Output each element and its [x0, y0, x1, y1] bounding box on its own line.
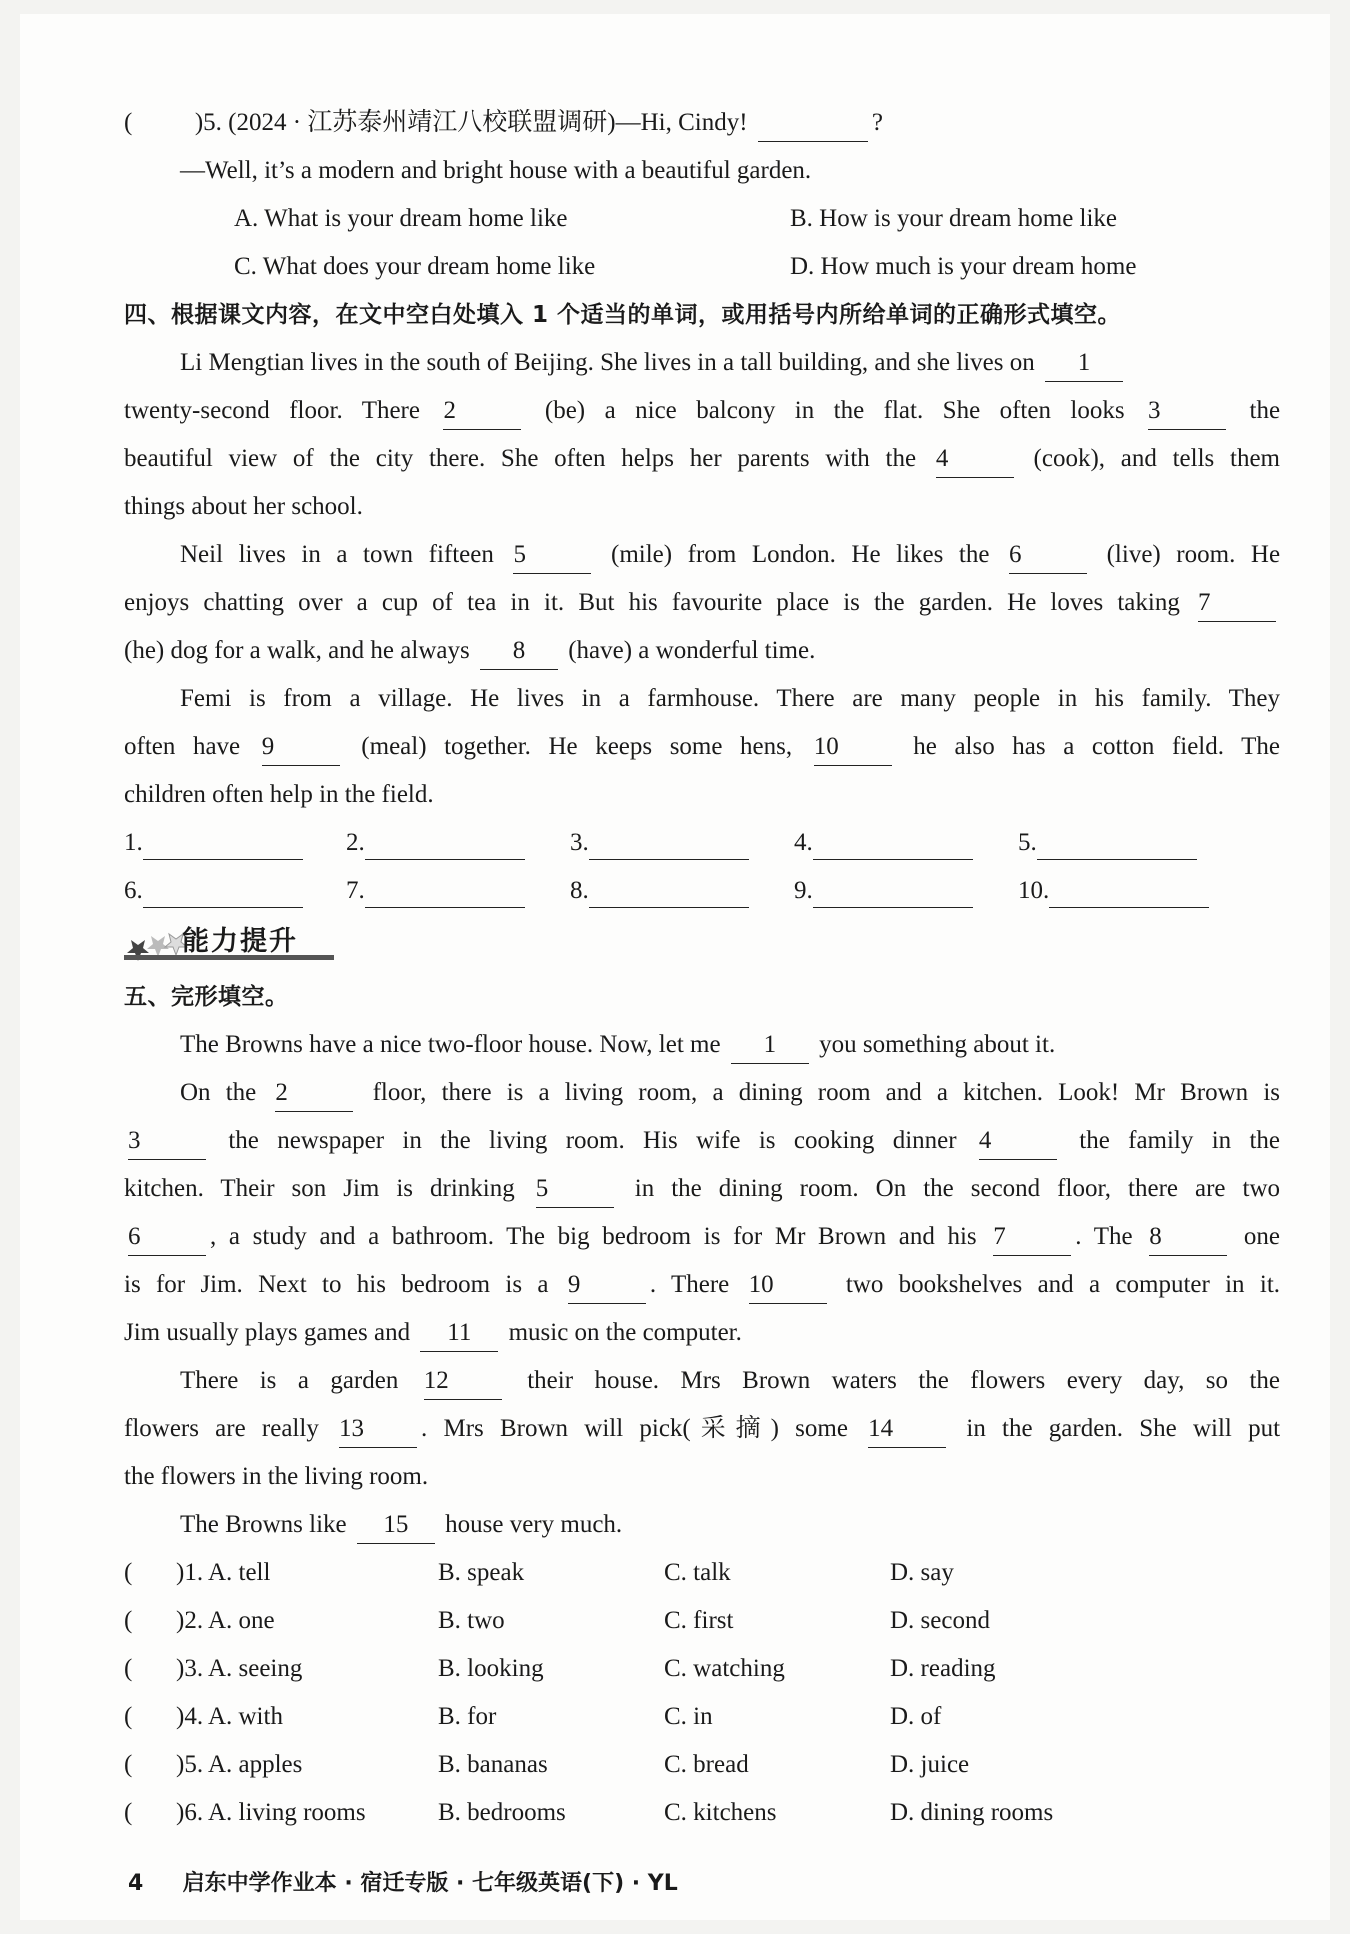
s5-text: On the — [180, 1079, 257, 1106]
choice-option-d[interactable]: D. reading — [890, 1655, 996, 1682]
answer-paren-open: ( — [124, 109, 133, 136]
s5-text: Jim usually plays games and — [124, 1319, 411, 1346]
s5-blank-1[interactable]: 1 — [731, 1027, 809, 1064]
s4-p1-line1 — [124, 339, 1280, 387]
s4-p1-line3 — [124, 435, 1280, 483]
choice-option-c[interactable]: C. kitchens — [664, 1799, 777, 1826]
s4-text: the — [1249, 397, 1281, 424]
answer-label-5: 5. — [1018, 829, 1037, 856]
choice-row — [124, 1789, 1280, 1837]
worksheet-page — [20, 14, 1330, 1920]
s4-p3-line3: children often help in the field. — [124, 781, 434, 808]
s5-blank-10[interactable]: 10 — [749, 1267, 827, 1304]
answer-label-4: 4. — [794, 829, 813, 856]
q5-option-a[interactable]: A. What is your dream home like — [234, 205, 568, 232]
s5-text: There is a garden — [180, 1367, 399, 1394]
answer-field-4[interactable] — [813, 829, 973, 860]
choice-option-a[interactable]: )3. A. seeing — [176, 1655, 303, 1682]
s4-blank-6[interactable]: 6 — [1009, 537, 1087, 574]
answer-label-7: 7. — [346, 877, 365, 904]
s4-text: (cook), and tells them — [1033, 445, 1280, 472]
s4-text: he also has a cotton field. The — [913, 733, 1280, 760]
s4-blank-1[interactable]: 1 — [1045, 345, 1123, 382]
s5-blank-14[interactable]: 14 — [868, 1411, 946, 1448]
s4-text: Li Mengtian lives in the south of Beijing. She lives in a tall building, and she lives on — [180, 349, 1035, 376]
s4-blank-7[interactable]: 7 — [1198, 585, 1276, 622]
s4-blank-9[interactable]: 9 — [262, 729, 340, 766]
answer-field-6[interactable] — [143, 877, 303, 908]
choice-option-a[interactable]: )2. A. one — [176, 1607, 275, 1634]
answer-paren-open[interactable]: ( — [124, 1703, 133, 1730]
s5-p2-line2 — [124, 1117, 1280, 1165]
s5-blank-4[interactable]: 4 — [979, 1123, 1057, 1160]
s4-blank-2[interactable]: 2 — [443, 393, 521, 430]
answer-paren-open[interactable]: ( — [124, 1559, 133, 1586]
s5-blank-15[interactable]: 15 — [357, 1507, 435, 1544]
choice-option-b[interactable]: B. speak — [438, 1559, 525, 1586]
q5-options-ab — [124, 195, 1280, 243]
s4-blank-4[interactable]: 4 — [936, 441, 1014, 478]
s4-p3-line1: Femi is from a village. He lives in a farmhouse. There are many people in his family. They — [180, 685, 1280, 712]
s5-blank-6[interactable]: 6 — [128, 1219, 206, 1256]
choice-option-a[interactable]: )1. A. tell — [176, 1559, 271, 1586]
answer-label-3: 3. — [570, 829, 589, 856]
answer-paren-open[interactable]: ( — [124, 1655, 133, 1682]
s5-text: The Browns have a nice two-floor house. Now, let me — [180, 1031, 721, 1058]
answer-field-3[interactable] — [589, 829, 749, 860]
answer-label-1: 1. — [124, 829, 143, 856]
s4-blank-5[interactable]: 5 — [513, 537, 591, 574]
s5-p3-line1 — [124, 1357, 1280, 1405]
s5-p3-line2 — [124, 1405, 1280, 1453]
choice-option-d[interactable]: D. second — [890, 1607, 990, 1634]
s5-blank-13[interactable]: 13 — [339, 1411, 417, 1448]
choice-option-b[interactable]: B. bananas — [438, 1751, 548, 1778]
answer-label-6: 6. — [124, 877, 143, 904]
s4-text: often have — [124, 733, 241, 760]
s4-p1-line2 — [124, 387, 1280, 435]
q5-blank[interactable] — [758, 105, 868, 142]
s5-text: . The — [1075, 1223, 1133, 1250]
choice-option-c[interactable]: C. first — [664, 1607, 734, 1634]
answer-label-10: 10. — [1018, 877, 1050, 904]
answer-label-9: 9. — [794, 877, 813, 904]
answer-field-10[interactable] — [1049, 877, 1209, 908]
s5-blank-8[interactable]: 8 — [1149, 1219, 1227, 1256]
s4-text: Neil lives in a town fifteen — [180, 541, 494, 568]
choice-option-c[interactable]: C. in — [664, 1703, 713, 1730]
choice-option-c[interactable]: C. talk — [664, 1559, 731, 1586]
s5-text: the newspaper in the living room. His wife is cooking dinner — [228, 1127, 957, 1154]
s4-text: (meal) together. He keeps some hens, — [361, 733, 793, 760]
s4-text: (have) a wonderful time. — [568, 637, 816, 664]
choice-row — [124, 1693, 1280, 1741]
s5-text: kitchen. Their son Jim is drinking — [124, 1175, 515, 1202]
s4-blank-8[interactable]: 8 — [480, 633, 558, 670]
s4-text: (live) room. He — [1106, 541, 1281, 568]
s4-p2-line1 — [124, 531, 1280, 579]
answer-field-9[interactable] — [813, 877, 973, 908]
s5-text: flowers are really — [124, 1415, 319, 1442]
choice-row — [124, 1645, 1280, 1693]
s4-p1-line4: things about her school. — [124, 493, 363, 520]
s4-text: enjoys chatting over a cup of tea in it. But his favourite place is the garden. He loves taking — [124, 589, 1180, 616]
choice-row — [124, 1549, 1280, 1597]
s5-text: house very much. — [445, 1511, 623, 1538]
s4-answer-row-1 — [124, 819, 1280, 867]
choice-option-b[interactable]: B. two — [438, 1607, 505, 1634]
s5-blank-5[interactable]: 5 — [536, 1171, 614, 1208]
s5-text: . There — [649, 1271, 730, 1298]
s5-p4 — [124, 1501, 1280, 1549]
choice-option-b[interactable]: B. looking — [438, 1655, 544, 1682]
footer-text: 启东中学作业本 · 宿迁专版 · 七年级英语(下) · YL — [182, 1871, 678, 1896]
s5-p3-line3: the flowers in the living room. — [124, 1463, 429, 1490]
q5-question-mark: ? — [871, 109, 883, 136]
ability-header — [124, 915, 1280, 973]
q5-option-b[interactable]: B. How is your dream home like — [790, 205, 1118, 232]
answer-paren-open[interactable]: ( — [124, 1751, 133, 1778]
q5-stem-line — [124, 99, 1280, 147]
s5-text: their house. Mrs Brown waters the flowers every day, so the — [527, 1367, 1281, 1394]
s4-text: twenty-second floor. There — [124, 397, 420, 424]
s5-p2-line1 — [124, 1069, 1280, 1117]
ability-title: 能力提升 — [182, 926, 298, 957]
s5-p2-line6 — [124, 1309, 1280, 1357]
s5-blank-9[interactable]: 9 — [568, 1267, 646, 1304]
s4-blank-10[interactable]: 10 — [814, 729, 892, 766]
s5-text: one — [1243, 1223, 1280, 1250]
s4-text: (he) dog for a walk, and he always — [124, 637, 470, 664]
s5-blank-12[interactable]: 12 — [424, 1363, 502, 1400]
s5-text: is for Jim. Next to his bedroom is a — [124, 1271, 549, 1298]
q5-stem: 5. (2024 · 江苏泰州靖江八校联盟调研)—Hi, Cindy! — [203, 109, 748, 136]
s5-text: floor, there is a living room, a dining room and a kitchen. Look! Mr Brown is — [372, 1079, 1280, 1106]
s5-text: music on the computer. — [508, 1319, 742, 1346]
answer-paren-close: ) — [194, 109, 204, 136]
answer-field-7[interactable] — [365, 877, 525, 908]
choice-option-d[interactable]: D. dining rooms — [890, 1799, 1054, 1826]
answer-field-1[interactable] — [143, 829, 303, 860]
s5-text: you something about it. — [819, 1031, 1056, 1058]
q5-reply: —Well, it’s a modern and bright house with a beautiful garden. — [180, 157, 812, 184]
choice-option-b[interactable]: B. bedrooms — [438, 1799, 566, 1826]
choice-option-c[interactable]: C. bread — [664, 1751, 749, 1778]
answer-label-2: 2. — [346, 829, 365, 856]
s5-text: , a study and a bathroom. The big bedroom is for Mr Brown and his — [210, 1223, 977, 1250]
s4-text: (mile) from London. He likes the — [611, 541, 990, 568]
footer — [128, 1866, 678, 1897]
choice-option-c[interactable]: C. watching — [664, 1655, 785, 1682]
s5-text: . Mrs Brown will pick(采摘) some — [421, 1415, 848, 1442]
choice-row — [124, 1741, 1280, 1789]
s4-text: beautiful view of the city there. She often helps her parents with the — [124, 445, 917, 472]
q5-option-c[interactable]: C. What does your dream home like — [234, 253, 596, 280]
answer-field-5[interactable] — [1037, 829, 1197, 860]
s5-blank-7[interactable]: 7 — [993, 1219, 1071, 1256]
choice-option-a[interactable]: )4. A. with — [176, 1703, 283, 1730]
s5-text: in the garden. She will put — [966, 1415, 1281, 1442]
page-number: 4 — [128, 1871, 144, 1896]
choice-option-d[interactable]: D. of — [890, 1703, 942, 1730]
content — [124, 99, 1280, 1837]
s5-p2-line5 — [124, 1261, 1280, 1309]
choice-option-b[interactable]: B. for — [438, 1703, 497, 1730]
answer-paren-open[interactable]: ( — [124, 1607, 133, 1634]
choice-option-a[interactable]: )6. A. living rooms — [176, 1799, 366, 1826]
s4-answer-row-2 — [124, 867, 1280, 915]
answer-field-8[interactable] — [589, 877, 749, 908]
s5-text: the family in the — [1079, 1127, 1281, 1154]
s4-p2-line3 — [124, 627, 1280, 675]
s5-p2-line4 — [124, 1213, 1280, 1261]
s5-blank-3[interactable]: 3 — [128, 1123, 206, 1160]
s4-text: (be) a nice balcony in the flat. She often looks — [544, 397, 1125, 424]
choice-option-d[interactable]: D. say — [890, 1559, 954, 1586]
choice-row — [124, 1597, 1280, 1645]
section4-title: 四、根据课文内容，在文中空白处填入 1 个适当的单词，或用括号内所给单词的正确形式填空。 — [124, 302, 1122, 328]
section5-title: 五、完形填空。 — [124, 984, 289, 1010]
answer-paren-open[interactable]: ( — [124, 1799, 133, 1826]
s4-p3-line2 — [124, 723, 1280, 771]
s5-p2-line3 — [124, 1165, 1280, 1213]
q5-option-d[interactable]: D. How much is your dream home — [790, 253, 1137, 280]
s5-blank-11[interactable]: 11 — [420, 1315, 498, 1352]
answer-field-2[interactable] — [365, 829, 525, 860]
s4-blank-3[interactable]: 3 — [1148, 393, 1226, 430]
s5-text: in the dining room. On the second floor, there are two — [634, 1175, 1281, 1202]
s4-p2-line2 — [124, 579, 1280, 627]
s5-p1 — [124, 1021, 1280, 1069]
choices-list — [124, 1549, 1280, 1837]
s5-text: two bookshelves and a computer in it. — [845, 1271, 1281, 1298]
s5-blank-2[interactable]: 2 — [275, 1075, 353, 1112]
s5-text: The Browns like — [180, 1511, 347, 1538]
choice-option-d[interactable]: D. juice — [890, 1751, 970, 1778]
choice-option-a[interactable]: )5. A. apples — [176, 1751, 303, 1778]
q5-options-cd — [124, 243, 1280, 291]
answer-label-8: 8. — [570, 877, 589, 904]
